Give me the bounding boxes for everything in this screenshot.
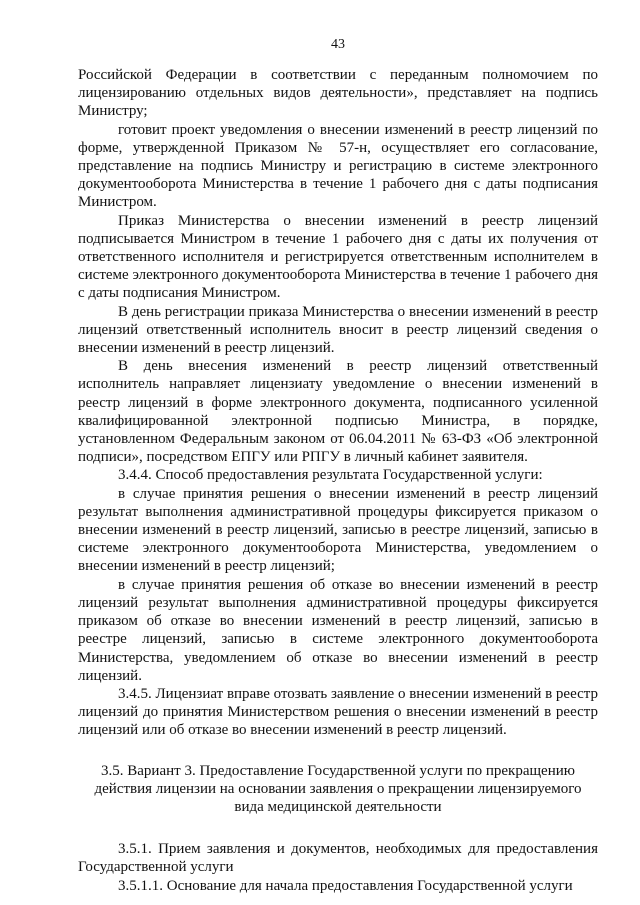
section-heading-line-3: вида медицинской деятельности [234,798,442,815]
body-text-after [78,840,598,895]
paragraph-3: Приказ Министерства о внесении изменений в реестр лицензий подписывается Министром в течение 1 рабочего дня с даты их получения от ответственного исполнителя и регистрируется ответственным исполнителем в системе электронного документооборота Министерства в течение 1 рабочего дня с даты подписания Министром. [78,212,598,302]
paragraph-9: 3.4.5. Лицензиат вправе отозвать заявление о внесении изменений в реестр лицензий до принятия Министерством решения о внесении изменений в реестр лицензий или об отказе во внесении изменений в реестр лицензий. [78,685,599,739]
paragraph-4: В день регистрации приказа Министерства о внесении изменений в реестр лицензий ответственный исполнитель вносит в реестр лицензий сведения о внесении изменений в реестр лицензий. [78,303,598,357]
paragraph-8: в случае принятия решения об отказе во внесении изменений в реестр лицензий результат выполнения административной процедуры фиксируется приказом об отказе во внесении изменений в реестр лицензий, записью в реестре лицензий, записью в системе электронного документооборота Министерства, уведомлением об отказе во внесении изменений в реестр лицензий. [78,576,598,684]
paragraph-6: 3.4.4. Способ предоставления результата Государственной услуги: [118,467,543,484]
section-heading-line-2: действия лицензии на основании заявления о прекращении лицензируемого [94,780,582,797]
section-heading-line-1: 3.5. Вариант 3. Предоставление Государственной услуги по прекращению [101,762,575,779]
paragraph-10: 3.5.1. Прием заявления и документов, необходимых для предоставления Государственной услуги [78,841,598,876]
page-number: 43 [331,37,345,52]
paragraph-2: готовит проект уведомления о внесении изменений в реестр лицензий по форме, утвержденной Приказом № 57-н, осуществляет его согласование, представление на подпись Министру и регистрацию в системе электронного документооборота Министерства в течение 1 рабочего дня с даты подписания Министром. [78,121,598,211]
section-heading [78,762,598,817]
paragraph-7: в случае принятия решения о внесении изменений в реестр лицензий результат выполнения административной процедуры фиксируется приказом о внесении изменений в реестр лицензий, записью в реестре лицензий, записью в системе электронного документооборота Министерства, уведомлением о внесении изменений в реестр лицензий; [78,485,598,575]
paragraph-11: 3.5.1.1. Основание для начала предоставления Государственной услуги [118,877,573,894]
paragraph-5: В день внесения изменений в реестр лицензий ответственный исполнитель направляет лицензиату уведомление о внесении изменений в реестр лицензий в форме электронного документа, подписанного усиленной квалифицированной электронной подписью Министра, в порядке, установленном Федеральным законом от 06.04.2011 № 63-ФЗ «Об электронной подписи», посредством ЕПГУ или РПГУ в личный кабинет заявителя. [78,358,598,466]
paragraph-1: Российской Федерации в соответствии с переданным полномочием по лицензированию отдельных видов деятельности», представляет на подпись Министру; [78,67,598,120]
body-text [78,66,598,740]
